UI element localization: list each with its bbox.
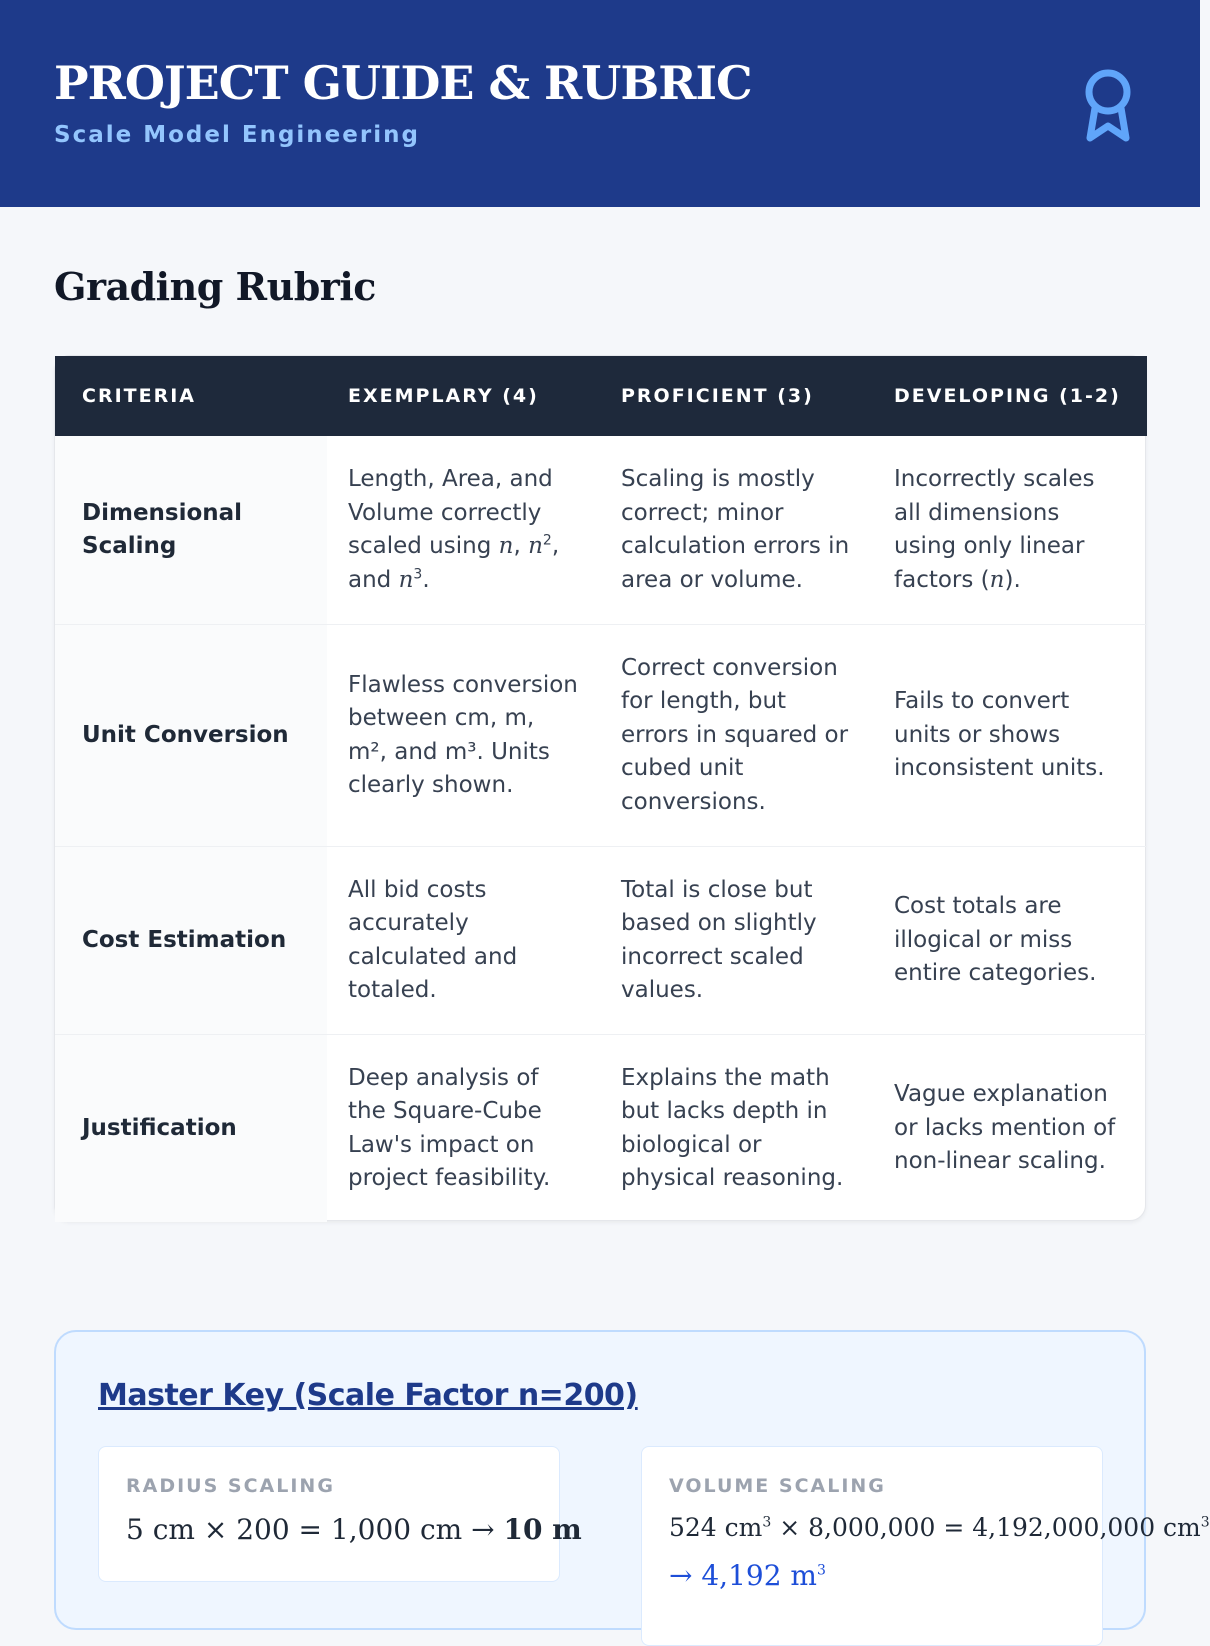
volume-scaling-label: VOLUME SCALING: [669, 1475, 886, 1497]
table-row: [55, 1034, 1147, 1222]
rubric-header-row: [55, 356, 1147, 436]
developing-cell: Cost totals are illogical or miss entire categories.: [894, 893, 1097, 987]
radius-scaling-card: [98, 1446, 582, 1582]
rubric-heading: Grading Rubric: [54, 264, 376, 309]
criteria-cell: Justification: [82, 1114, 237, 1141]
column-header-proficient: PROFICIENT (3): [621, 385, 814, 407]
column-header-developing: DEVELOPING (1-2): [894, 385, 1121, 407]
criteria-cell: Cost Estimation: [82, 926, 287, 953]
developing-cell: Vague explanation or lacks mention of non-linear scaling.: [894, 1081, 1116, 1175]
page-header: [0, 0, 1200, 207]
criteria-cell: Dimensional Scaling: [82, 499, 243, 559]
column-header-criteria: CRITERIA: [82, 385, 196, 407]
table-row: [55, 846, 1147, 1034]
master-key-panel: [54, 1330, 1210, 1630]
volume-scaling-equation: 524 $cm^3 \times 8,000,000 = 4,192,000,000$ $cm^3$: [669, 1513, 1210, 1542]
master-key-title: Master Key (Scale Factor n=200): [98, 1378, 638, 1413]
table-row: [55, 436, 1147, 624]
volume-scaling-result: → 4,192 $m^3$: [669, 1559, 826, 1592]
exemplary-cell: Deep analysis of the Square-Cube Law's impact on project feasibility.: [348, 1064, 551, 1191]
developing-cell: Fails to convert units or shows inconsistent units.: [894, 688, 1105, 782]
column-header-exemplary: EXEMPLARY (4): [348, 385, 539, 407]
volume-scaling-card: [641, 1446, 1210, 1646]
proficient-cell: Explains the math but lacks depth in biological or physical reasoning.: [621, 1064, 844, 1191]
criteria-cell: Unit Conversion: [82, 721, 289, 748]
page-title: PROJECT GUIDE & RUBRIC: [54, 56, 752, 110]
rubric-table: [54, 355, 1146, 1221]
table-row: [55, 624, 1147, 846]
proficient-cell: Scaling is mostly correct; minor calculation errors in area or volume.: [621, 466, 850, 593]
award-ribbon-icon: [1080, 66, 1136, 144]
proficient-cell: Correct conversion for length, but errors in squared or cubed unit conversions.: [621, 654, 849, 815]
proficient-cell: Total is close but based on slightly incorrect scaled values.: [621, 876, 817, 1003]
page-subtitle: Scale Model Engineering: [54, 122, 420, 148]
radius-scaling-equation: 5 cm × 200 = 1,000 cm → 10 m: [126, 1513, 582, 1546]
exemplary-cell: Flawless conversion between cm, m, m², and m³. Units clearly shown.: [348, 671, 578, 798]
exemplary-cell: All bid costs accurately calculated and totaled.: [348, 876, 518, 1003]
exemplary-cell: Length, Area, and Volume correctly scaled using n, $n^2$, and $n^3$.: [348, 466, 560, 593]
developing-cell: Incorrectly scales all dimensions using only linear factors (n).: [894, 466, 1095, 593]
radius-scaling-label: RADIUS SCALING: [126, 1475, 335, 1497]
